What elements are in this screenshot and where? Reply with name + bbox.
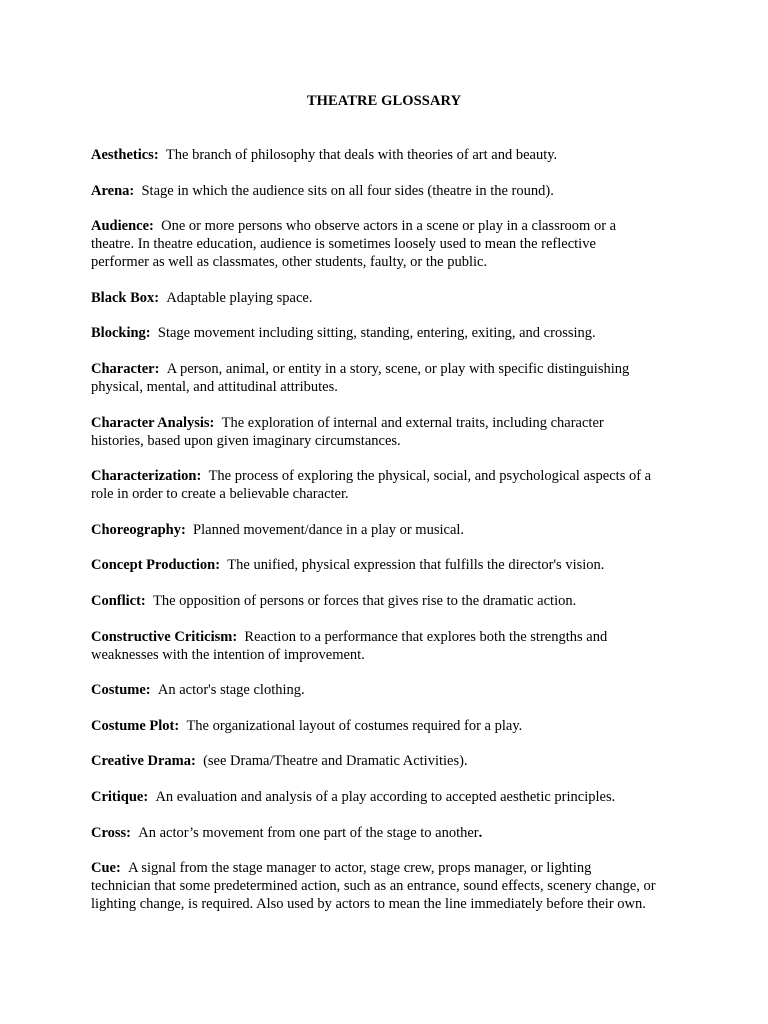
definition-text: An actor's stage clothing.	[157, 682, 305, 699]
definition-text: weaknesses with the intention of improvement.	[91, 646, 365, 663]
definition-text: An actor’s movement from one part of the stage to another	[138, 824, 479, 841]
definition-line	[91, 432, 691, 450]
definition-text: A person, animal, or entity in a story, scene, or play with specific distinguishing	[166, 360, 630, 377]
glossary-term: Aesthetics:	[91, 147, 159, 163]
definition-line	[91, 414, 691, 432]
definition-text: The process of exploring the physical, social, and psychological aspects of a	[208, 468, 652, 485]
definition-line	[91, 895, 691, 913]
glossary-entry	[91, 681, 691, 699]
glossary-entry	[91, 628, 691, 664]
definition-text: The branch of philosophy that deals with theories of art and beauty.	[165, 147, 558, 163]
glossary-entry	[91, 717, 691, 735]
glossary-term: Cue:	[91, 860, 121, 877]
definition-text: theatre. In theatre education, audience is sometimes loosely used to mean the reflective	[91, 236, 596, 253]
definition-line	[91, 877, 691, 895]
glossary-entry	[91, 289, 691, 307]
glossary-entry	[91, 360, 691, 396]
glossary-term: Concept Production:	[91, 557, 221, 574]
definition-text: The opposition of persons or forces that gives rise to the dramatic action.	[153, 592, 577, 609]
definition-line	[91, 182, 691, 200]
definition-line	[91, 752, 691, 770]
definition-text: Adaptable playing space.	[166, 289, 313, 306]
glossary-term: Creative Drama:	[91, 753, 196, 770]
definition-line	[91, 253, 691, 271]
definition-text: An evaluation and analysis of a play according to accepted aesthetic principles.	[155, 788, 616, 805]
definition-text: technician that some predetermined action, such as an entrance, sound effects, scenery change, or	[91, 878, 656, 895]
glossary-term: Costume:	[91, 682, 151, 699]
glossary-term: Costume Plot:	[91, 717, 180, 734]
definition-text: The unified, physical expression that fulfills the director's vision.	[227, 557, 605, 574]
glossary-term: Arena:	[91, 182, 135, 199]
glossary-term: Character:	[91, 360, 160, 377]
glossary-list	[91, 146, 691, 931]
glossary-term: Blocking:	[91, 325, 151, 342]
definition-text: (see Drama/Theatre and Dramatic Activities).	[203, 753, 468, 770]
definition-line	[91, 824, 691, 842]
glossary-entry	[91, 414, 691, 450]
glossary-entry	[91, 324, 691, 342]
definition-line	[91, 788, 691, 806]
glossary-entry	[91, 146, 691, 164]
glossary-entry	[91, 521, 691, 539]
definition-text: lighting change, is required. Also used by actors to mean the line immediately before their own.	[91, 896, 646, 913]
glossary-entry	[91, 467, 691, 503]
definition-text: Stage movement including sitting, standing, entering, exiting, and crossing.	[157, 325, 596, 342]
definition-text: performer as well as classmates, other students, faulty, or the public.	[91, 254, 488, 271]
definition-text: Stage in which the audience sits on all four sides (theatre in the round).	[141, 182, 554, 199]
definition-text: role in order to create a believable character.	[91, 486, 349, 503]
definition-line	[91, 646, 691, 664]
definition-line	[91, 717, 691, 735]
glossary-term: Constructive Criticism:	[91, 628, 238, 645]
definition-line	[91, 146, 691, 164]
definition-text: A signal from the stage manager to actor, stage crew, props manager, or lighting	[128, 860, 592, 877]
glossary-term: Audience:	[91, 218, 154, 235]
glossary-term: Black Box:	[91, 289, 160, 306]
definition-line	[91, 485, 691, 503]
glossary-entry	[91, 824, 691, 842]
definition-text: The exploration of internal and external traits, including character	[221, 414, 604, 431]
definition-line	[91, 235, 691, 253]
definition-text: histories, based upon given imaginary circumstances.	[91, 432, 401, 449]
glossary-term: Critique:	[91, 788, 149, 805]
definition-text: The organizational layout of costumes required for a play.	[186, 717, 523, 734]
definition-line	[91, 467, 691, 485]
definition-text: Planned movement/dance in a play or musical.	[193, 521, 465, 538]
glossary-entry	[91, 217, 691, 271]
glossary-term: Conflict:	[91, 592, 146, 609]
definition-line	[91, 681, 691, 699]
glossary-entry	[91, 182, 691, 200]
definition-text: .	[478, 824, 483, 841]
glossary-term: Choreography:	[91, 521, 186, 538]
glossary-entry	[91, 592, 691, 610]
definition-text: physical, mental, and attitudinal attributes.	[91, 378, 338, 395]
definition-text: One or more persons who observe actors in a scene or play in a classroom or a	[161, 218, 617, 235]
document-title: THEATRE GLOSSARY	[306, 93, 462, 109]
definition-line	[91, 859, 691, 877]
definition-line	[91, 556, 691, 574]
glossary-entry	[91, 859, 691, 913]
glossary-term: Characterization:	[91, 468, 202, 485]
definition-line	[91, 592, 691, 610]
glossary-entry	[91, 752, 691, 770]
definition-text: Reaction to a performance that explores both the strengths and	[244, 628, 608, 645]
definition-line	[91, 324, 691, 342]
definition-line	[91, 521, 691, 539]
glossary-term: Character Analysis:	[91, 414, 215, 431]
definition-line	[91, 289, 691, 307]
definition-line	[91, 628, 691, 646]
definition-line	[91, 360, 691, 378]
definition-line	[91, 378, 691, 396]
definition-line	[91, 217, 691, 235]
glossary-term: Cross:	[91, 824, 132, 841]
glossary-entry	[91, 788, 691, 806]
glossary-entry	[91, 556, 691, 574]
